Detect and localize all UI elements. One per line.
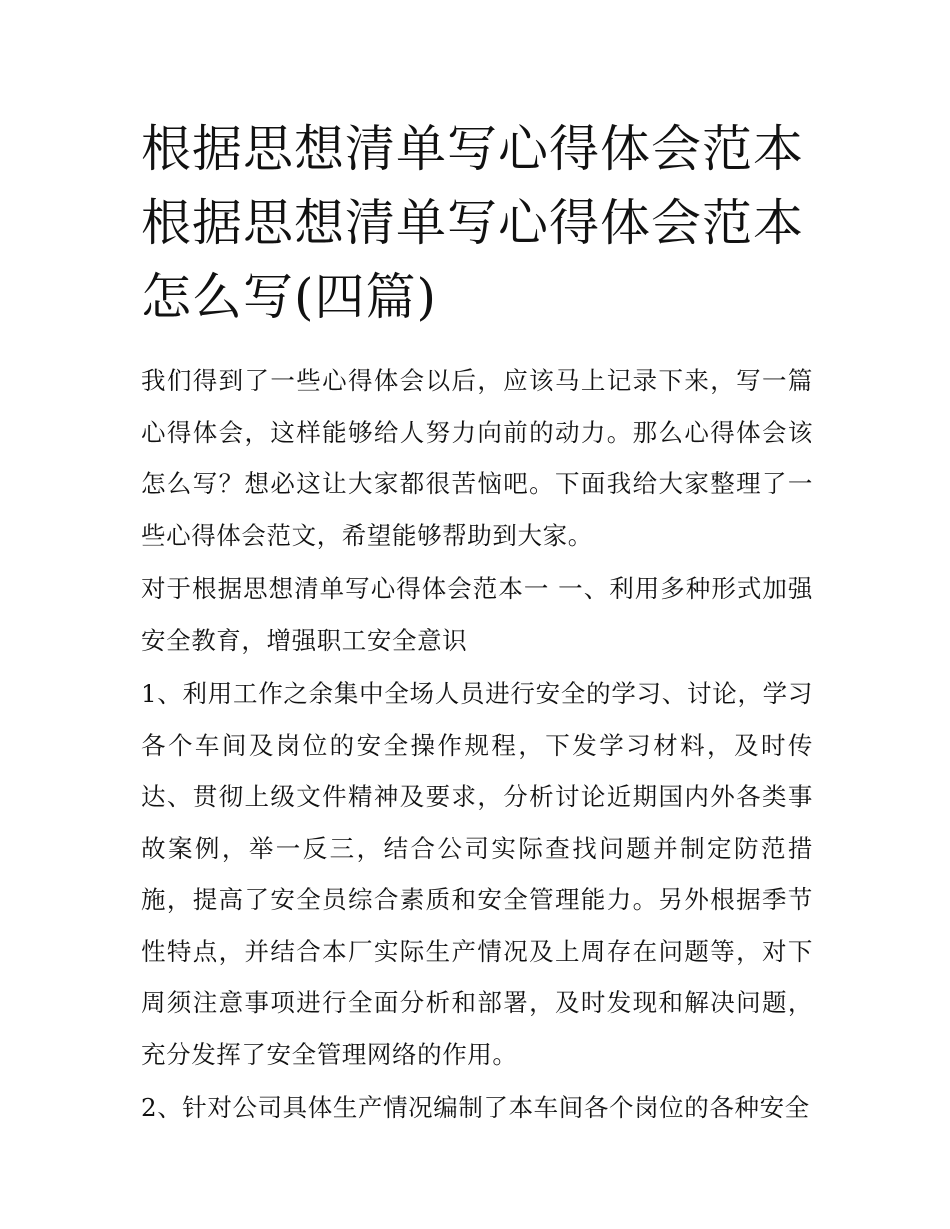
intro-paragraph: 我们得到了一些心得体会以后，应该马上记录下来，写一篇心得体会，这样能够给人努力向前的动力。那么心得体会该怎么写？想必这让大家都很苦恼吧。下面我给大家整理了一些心得体会范文，希望能够帮助到大家。 [141, 366, 813, 550]
title-line-2: 根据思想清单写心得体会范本 [141, 194, 804, 252]
document-body [141, 355, 813, 1134]
title-line-1: 根据思想清单写心得体会范本 [141, 120, 804, 178]
section-heading-paragraph: 对于根据思想清单写心得体会范本一 一、利用多种形式加强安全教育，增强职工安全意识 [141, 574, 813, 655]
document-title [141, 112, 841, 334]
item-1-paragraph: 1、利用工作之余集中全场人员进行安全的学习、讨论，学习各个车间及岗位的安全操作规程，下发学习材料，及时传达、贯彻上级文件精神及要求，分析讨论近期国内外各类事故案例，举一反三，结合公司实际查找问题并制定防范措施，提高了安全员综合素质和安全管理能力。另外根据季节性特点，并结合本厂实际生产情况及上周存在问题等，对下周须注意事项进行全面分析和部署，及时发现和解决问题，充分发挥了安全管理网络的作用。 [141, 679, 813, 1069]
item-2-paragraph: 2、针对公司具体生产情况编制了本车间各个岗位的各种安全 [141, 1093, 810, 1122]
title-line-3: 怎么写(四篇) [141, 268, 438, 326]
